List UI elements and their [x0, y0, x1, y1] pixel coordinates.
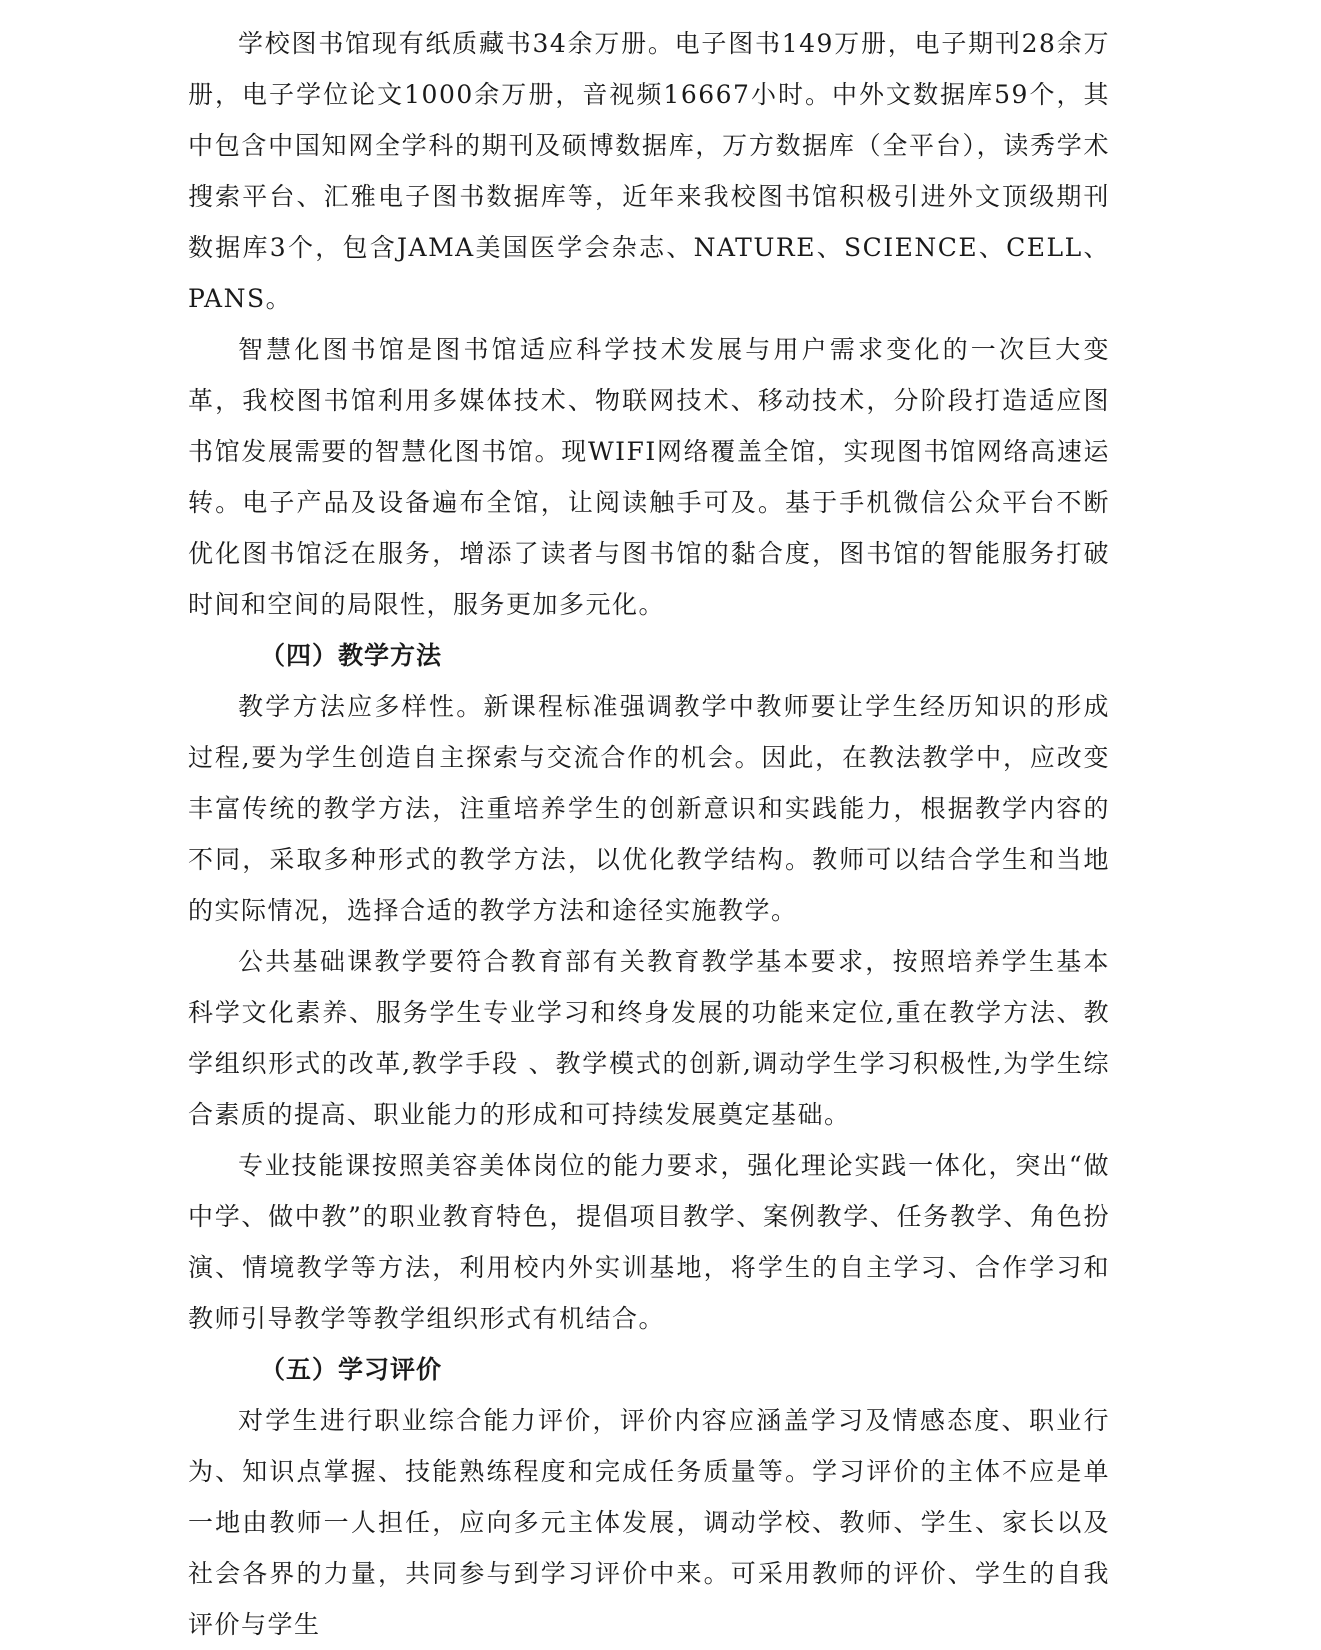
document-page: [188, 18, 1110, 1650]
section-heading-learning-evaluation: （五）学习评价: [260, 1355, 443, 1384]
paragraph-teaching-diversity: 教学方法应多样性。新课程标准强调教学中教师要让学生经历知识的形成过程,要为学生创造自主探索与交流合作的机会。因此，在教法教学中，应改变丰富传统的教学方法，注重培养学生的创新意识和实践能力，根据教学内容的不同，采取多种形式的教学方法，以优化教学结构。教师可以结合学生和当地的实际情况，选择合适的教学方法和途径实施教学。: [188, 692, 1110, 925]
paragraph-smart-library: 智慧化图书馆是图书馆适应科学技术发展与用户需求变化的一次巨大变革，我校图书馆利用多媒体技术、物联网技术、移动技术，分阶段打造适应图书馆发展需要的智慧化图书馆。现WIFI网络覆盖全馆，实现图书馆网络高速运转。电子产品及设备遍布全馆，让阅读触手可及。基于手机微信公众平台不断优化图书馆泛在服务，增添了读者与图书馆的黏合度，图书馆的智能服务打破时间和空间的局限性，服务更加多元化。: [188, 335, 1110, 619]
paragraph-professional-skill-courses: 专业技能课按照美容美体岗位的能力要求，强化理论实践一体化，突出“做中学、做中教”的职业教育特色，提倡项目教学、案例教学、任务教学、角色扮演、情境教学等方法，利用校内外实训基地，将学生的自主学习、合作学习和教师引导教学等教学组织形式有机结合。: [188, 1151, 1110, 1333]
section-heading-teaching-methods: （四）教学方法: [260, 641, 443, 670]
paragraph-library-collection: 学校图书馆现有纸质藏书34余万册。电子图书149万册，电子期刊28余万册，电子学位论文1000余万册，音视频16667小时。中外文数据库59个，其中包含中国知网全学科的期刊及硕博数据库，万方数据库（全平台），读秀学术搜索平台、汇雅电子图书数据库等，近年来我校图书馆积极引进外文顶级期刊数据库3个，包含JAMA美国医学会杂志、NATURE、SCIENCE、CELL、PANS。: [188, 29, 1110, 313]
paragraph-evaluation-content: 对学生进行职业综合能力评价，评价内容应涵盖学习及情感态度、职业行为、知识点掌握、技能熟练程度和完成任务质量等。学习评价的主体不应是单一地由教师一人担任，应向多元主体发展，调动学校、教师、学生、家长以及社会各界的力量，共同参与到学习评价中来。可采用教师的评价、学生的自我评价与学生: [188, 1406, 1110, 1639]
paragraph-public-basic-courses: 公共基础课教学要符合教育部有关教育教学基本要求，按照培养学生基本科学文化素养、服务学生专业学习和终身发展的功能来定位,重在教学方法、教学组织形式的改革,教学手段 、教学模式的创新,调动学生学习积极性,为学生综合素质的提高、职业能力的形成和可持续发展奠定基础。: [188, 947, 1110, 1129]
